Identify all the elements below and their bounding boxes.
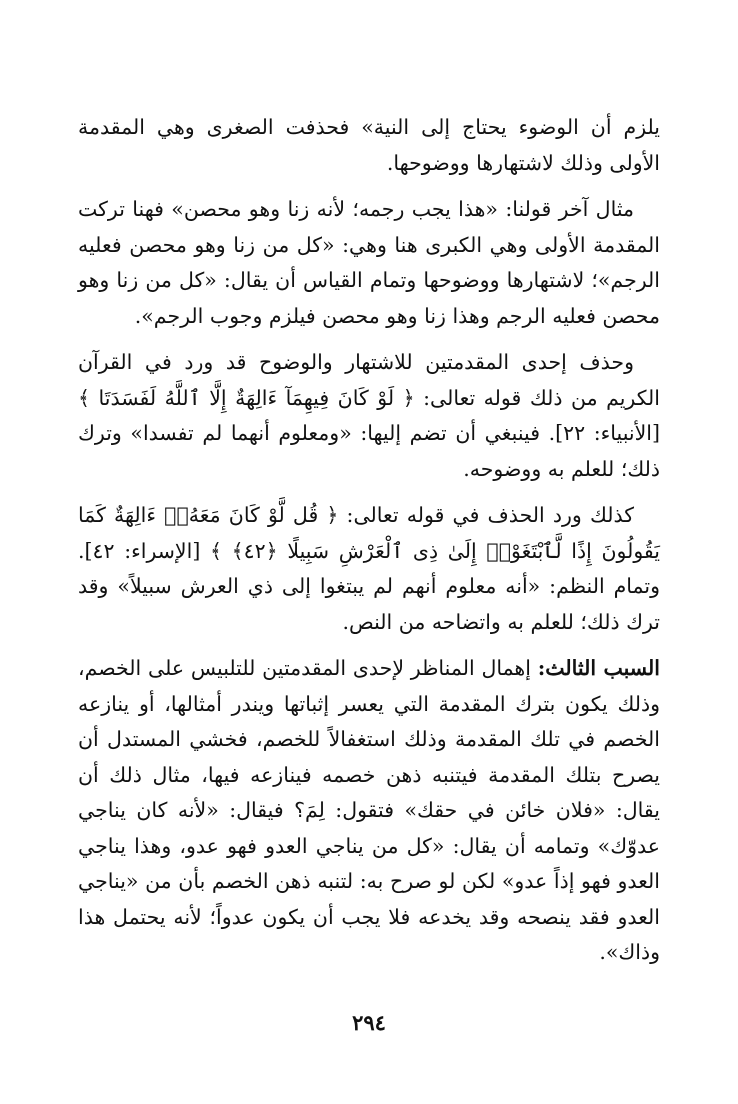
- paragraph-2: [78, 192, 660, 334]
- paragraph-2-text: مثال آخر قولنا: «هذا يجب رجمه؛ لأنه زنا وهو محصن» فهنا تركت المقدمة الأولى وهي الكبرى هنا وهي: «كل من زنا وهو محصن فعليه الرجم»؛ لاشتهارها ووضوحها وتمام القياس أن يقال: «كل من زنا وهو محصن فعليه الرجم وهذا زنا وهو محصن فيلزم وجوب الرجم».: [78, 197, 660, 328]
- paragraph-1-text: يلزم أن الوضوء يحتاج إلى النية» فحذفت الصغرى وهي المقدمة الأولى وذلك لاشتهارها ووضوحها.: [78, 115, 660, 175]
- paragraph-1: [78, 110, 660, 181]
- page-number: ٢٩٤: [352, 1010, 386, 1035]
- paragraph-3: [78, 345, 660, 487]
- paragraph-4: [78, 498, 660, 640]
- paragraph-3-text: وحذف إحدى المقدمتين للاشتهار والوضوح قد ورد في القرآن الكريم من ذلك قوله تعالى: ﴿ لَوْ كَانَ فِيهِمَآ ءَالِهَةٌ إِلَّا ٱللَّهُ لَفَسَدَتَا ﴾ [الأنبياء: ٢٢]. فينبغي أن تضم إليها: «ومعلوم أنهما لم تفسدا» وترك ذلك؛ للعلم به ووضوحه.: [78, 350, 660, 481]
- paragraph-4-text: كذلك ورد الحذف في قوله تعالى: ﴿ قُل لَّوْ كَانَ مَعَهُۥٓ ءَالِهَةٌ كَمَا يَقُولُونَ إِذًا لَّٱبْتَغَوْا۟ إِلَىٰ ذِى ٱلْعَرْشِ سَبِيلًا ﴿٤٢﴾ ﴾ [الإسراء: ٤٢]. وتمام النظم: «أنه معلوم أنهم لم يبتغوا إلى ذي العرش سبيلاً» وقد ترك ذلك؛ للعلم به واتضاحه من النص.: [78, 503, 661, 634]
- paragraph-5-text: إهمال المناظر لإحدى المقدمتين للتلبيس على الخصم، وذلك يكون بترك المقدمة التي يعسر إثباتها ويندر أمثالها، أو ينازعه الخصم في تلك المقدمة وذلك استغفالاً للخصم، فخشي المستدل أن يصرح بتلك المقدمة فيتنبه ذهن خصمه فينازعه فيها، مثال ذلك أن يقال: «فلان خائن في حقك» فتقول: لِمَ؟ فيقال: «لأنه كان يناجي عدوّك» وتمامه أن يقال: «كل من يناجي العدو فهو عدو، وهذا يناجي العدو فهو إذاً عدو» لكن لو صرح به: لتنبه ذهن الخصم بأن من «يناجي العدو فقد ينصحه وقد يخدعه فلا يجب أن يكون عدواً؛ لأنه يحتمل هذا وذاك».: [78, 656, 660, 964]
- section-heading-third-reason: السبب الثالث:: [537, 656, 661, 680]
- paragraph-5: [78, 651, 660, 971]
